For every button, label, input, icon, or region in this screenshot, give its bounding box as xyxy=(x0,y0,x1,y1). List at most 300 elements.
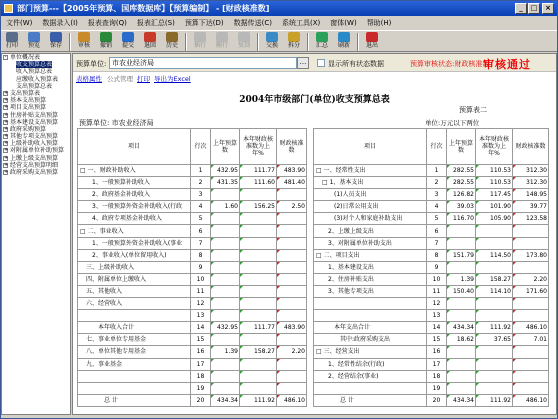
item-cell: 4、政府专项基金补助收入 xyxy=(78,213,191,225)
table-row xyxy=(314,213,549,225)
tree-item[interactable] xyxy=(2,104,70,111)
approved-cell[interactable]: 148.95 xyxy=(513,189,549,201)
approved-cell[interactable] xyxy=(277,370,307,382)
tree-item-label: 项目支出预算 xyxy=(10,104,47,112)
fiscal-ratio-cell[interactable] xyxy=(240,310,277,322)
printer-icon xyxy=(6,32,18,42)
approved-cell[interactable] xyxy=(513,382,549,394)
fiscal-ratio-cell[interactable] xyxy=(476,346,513,358)
menu-item[interactable]: 报表汇总(S) xyxy=(136,19,175,27)
approved-cell[interactable] xyxy=(277,310,307,322)
prev-budget-cell[interactable] xyxy=(211,370,240,382)
fiscal-ratio-cell[interactable]: 111.77 xyxy=(240,165,277,177)
fiscal-ratio-cell[interactable]: 37.65 xyxy=(476,334,513,346)
col-fiscal-ratio: 本年财政核准数为上年% xyxy=(476,129,513,165)
tree-item[interactable] xyxy=(2,68,70,75)
approved-cell[interactable] xyxy=(277,213,307,225)
undo-icon xyxy=(100,32,112,42)
approved-cell[interactable] xyxy=(277,334,307,346)
row-number-cell: 5 xyxy=(191,213,211,225)
approved-cell[interactable]: 39.77 xyxy=(513,201,549,213)
tree-item-label: 政府采购预算 xyxy=(10,125,47,133)
delete-row-icon xyxy=(216,32,228,42)
tree-item-label: 上缴上级支出预算 xyxy=(10,154,59,162)
tree-item[interactable] xyxy=(2,119,70,126)
table-row xyxy=(78,358,307,370)
prev-budget-cell[interactable] xyxy=(447,382,476,394)
tree-item[interactable] xyxy=(2,112,70,119)
item-cell xyxy=(78,370,191,382)
return-icon xyxy=(144,32,156,42)
prev-budget-cell[interactable]: 18.62 xyxy=(447,334,476,346)
toolbar-label: 复制 xyxy=(237,42,250,49)
fiscal-ratio-cell[interactable] xyxy=(240,358,277,370)
approved-cell[interactable] xyxy=(277,382,307,394)
table-row xyxy=(314,273,549,285)
table-row xyxy=(314,225,549,237)
fiscal-ratio-cell[interactable] xyxy=(240,225,277,237)
item-cell: 八、单位其他专用基金 xyxy=(78,346,191,358)
save-button[interactable] xyxy=(45,32,67,52)
show-all-label[interactable]: 显示所有状态数据 xyxy=(328,60,384,68)
table-row xyxy=(314,189,549,201)
expense-table xyxy=(313,128,549,407)
minimize-button[interactable]: _ xyxy=(515,3,527,14)
prev-budget-cell[interactable] xyxy=(447,225,476,237)
toolbar-separator xyxy=(185,33,187,51)
income-table xyxy=(77,128,307,407)
tree-item[interactable] xyxy=(2,126,70,133)
approved-cell[interactable] xyxy=(277,189,307,201)
fiscal-ratio-cell[interactable] xyxy=(240,249,277,261)
item-cell: □ 二、事业收入 xyxy=(78,225,191,237)
fiscal-ratio-cell[interactable] xyxy=(476,298,513,310)
fiscal-ratio-cell[interactable]: 158.27 xyxy=(240,346,277,358)
menu-item[interactable]: 窗体(W) xyxy=(330,19,357,27)
menu-item[interactable]: 帮助(H) xyxy=(366,19,392,27)
row-number-cell: 18 xyxy=(427,370,447,382)
fiscal-ratio-cell[interactable] xyxy=(240,189,277,201)
tree-item-label: 基本建设支出预算 xyxy=(10,118,59,126)
approved-cell[interactable] xyxy=(513,298,549,310)
table-row xyxy=(78,382,307,394)
submit-icon xyxy=(122,32,134,42)
unit-browse-button[interactable]: ... xyxy=(297,57,309,69)
table-row xyxy=(314,177,549,189)
item-cell: □ 三、经营支出 xyxy=(314,346,427,358)
prev-budget-cell[interactable] xyxy=(447,358,476,370)
fiscal-ratio-cell[interactable]: 111.92 xyxy=(476,394,513,406)
item-cell: 四、附属单位上缴收入 xyxy=(78,273,191,285)
table-row xyxy=(314,237,549,249)
fiscal-ratio-cell[interactable] xyxy=(240,285,277,297)
toolbar-label: 预览 xyxy=(27,42,40,49)
menu-item[interactable]: 数据录入(I) xyxy=(42,19,78,27)
approved-cell[interactable] xyxy=(513,261,549,273)
toolbar-label: 删行 xyxy=(215,42,228,49)
fiscal-ratio-cell[interactable]: 101.90 xyxy=(476,201,513,213)
approved-cell[interactable] xyxy=(277,358,307,370)
refresh-icon xyxy=(338,32,350,42)
table-row xyxy=(78,177,307,189)
tree-item-label: 支出预算表 xyxy=(10,89,41,97)
item-cell: 2、政府基金补助收入 xyxy=(78,189,191,201)
table-row xyxy=(314,358,549,370)
prev-budget-cell[interactable] xyxy=(211,285,240,297)
filter-bar xyxy=(73,54,556,72)
toolbar-separator xyxy=(307,33,309,51)
toolbar-label: 打印 xyxy=(5,42,18,49)
prev-budget-cell[interactable]: 1.60 xyxy=(211,201,240,213)
row-number-cell: 15 xyxy=(191,334,211,346)
fiscal-ratio-cell[interactable] xyxy=(240,237,277,249)
delete-row-button[interactable] xyxy=(211,32,233,52)
row-number-cell: 2 xyxy=(191,177,211,189)
submit-button[interactable] xyxy=(117,32,139,52)
fiscal-ratio-cell[interactable]: 111.92 xyxy=(240,394,277,406)
prev-budget-cell[interactable]: 434.34 xyxy=(447,322,476,334)
tree-item-label: 收入预算总表 xyxy=(16,68,53,76)
audit-button[interactable] xyxy=(73,32,95,52)
unit-label: 预算单位: xyxy=(76,60,107,68)
expand-icon[interactable]: + xyxy=(4,104,9,111)
row-number-cell: 6 xyxy=(191,225,211,237)
table-number: 预算表二 xyxy=(459,106,487,114)
fiscal-ratio-cell[interactable] xyxy=(240,273,277,285)
table-row xyxy=(314,285,549,297)
prev-budget-cell[interactable] xyxy=(447,310,476,322)
summary-button[interactable] xyxy=(311,32,333,52)
toolbar-label: 保存 xyxy=(49,42,62,49)
approved-cell[interactable] xyxy=(513,346,549,358)
item-cell: 九、事业基金 xyxy=(78,358,191,370)
formula-manage-link[interactable]: 公式管理 xyxy=(107,75,133,83)
fiscal-ratio-cell[interactable] xyxy=(476,261,513,273)
prev-budget-cell[interactable] xyxy=(211,298,240,310)
report-tree xyxy=(1,53,71,415)
prev-budget-cell[interactable] xyxy=(211,310,240,322)
prev-budget-cell[interactable]: 39.03 xyxy=(447,201,476,213)
expand-icon[interactable]: + xyxy=(4,97,9,104)
prev-budget-cell[interactable] xyxy=(211,225,240,237)
row-number-cell: 9 xyxy=(191,261,211,273)
approved-cell[interactable] xyxy=(513,237,549,249)
approved-cell[interactable]: 486.10 xyxy=(513,394,549,406)
fiscal-ratio-cell[interactable]: 111.92 xyxy=(476,322,513,334)
fiscal-ratio-cell[interactable] xyxy=(476,310,513,322)
menu-item[interactable]: 系统工具(X) xyxy=(282,19,321,27)
approved-cell[interactable] xyxy=(277,249,307,261)
approved-cell[interactable] xyxy=(277,225,307,237)
row-number-cell: 1 xyxy=(191,165,211,177)
toolbar xyxy=(1,30,557,52)
row-number-cell: 18 xyxy=(191,370,211,382)
collapse-icon[interactable]: - xyxy=(4,54,7,60)
prev-budget-cell[interactable]: 432.95 xyxy=(211,322,240,334)
prev-budget-cell[interactable]: 432.95 xyxy=(211,165,240,177)
table-row xyxy=(78,298,307,310)
toolbar-label: 拆分 xyxy=(287,42,300,49)
fiscal-ratio-cell[interactable] xyxy=(476,382,513,394)
toolbar-label: 插行 xyxy=(193,42,206,49)
history-button[interactable] xyxy=(161,32,183,52)
row-number-cell: 16 xyxy=(427,346,447,358)
prev-budget-cell[interactable]: 282.55 xyxy=(447,177,476,189)
title-bar[interactable] xyxy=(1,1,557,16)
prev-budget-cell[interactable]: 434.34 xyxy=(211,394,240,406)
expand-icon[interactable]: + xyxy=(4,111,9,118)
report-links xyxy=(73,73,556,83)
fiscal-ratio-cell[interactable]: 156.25 xyxy=(240,201,277,213)
tree-item[interactable] xyxy=(2,76,70,83)
row-number-cell: 7 xyxy=(191,237,211,249)
approved-cell[interactable]: 2.20 xyxy=(513,273,549,285)
approved-cell[interactable]: 171.60 xyxy=(513,285,549,297)
prev-budget-cell[interactable]: 1.39 xyxy=(211,346,240,358)
row-number-cell: 16 xyxy=(191,346,211,358)
fiscal-ratio-cell[interactable] xyxy=(476,237,513,249)
menu-item[interactable]: 文件(W) xyxy=(6,19,33,27)
toolbar-label: 撤销 xyxy=(99,42,112,49)
row-number-cell: 15 xyxy=(427,334,447,346)
prev-budget-cell[interactable] xyxy=(447,261,476,273)
prev-budget-cell[interactable]: 150.40 xyxy=(447,285,476,297)
item-cell xyxy=(314,310,427,322)
fiscal-ratio-cell[interactable]: 158.27 xyxy=(476,273,513,285)
row-number-cell: 7 xyxy=(427,237,447,249)
item-cell: 其中:政府采购支出 xyxy=(314,334,427,346)
expand-icon[interactable]: + xyxy=(4,140,9,147)
approved-cell[interactable]: 312.30 xyxy=(513,165,549,177)
undo-button[interactable] xyxy=(95,32,117,52)
approved-cell[interactable]: 7.01 xyxy=(513,334,549,346)
approved-cell[interactable]: 173.80 xyxy=(513,249,549,261)
row-number-cell: 13 xyxy=(191,310,211,322)
tree-item-label: 上级补助收入预算 xyxy=(10,140,59,148)
approved-cell[interactable] xyxy=(513,370,549,382)
expand-icon[interactable]: + xyxy=(4,89,9,96)
fiscal-ratio-cell[interactable]: 114.50 xyxy=(476,249,513,261)
item-cell: (3)对个人和家庭补助支出 xyxy=(314,213,427,225)
summary-icon xyxy=(316,32,328,42)
fiscal-ratio-cell[interactable] xyxy=(240,213,277,225)
copy-icon xyxy=(238,32,250,42)
table-row xyxy=(314,322,549,334)
tree-item-label: 其他专项支出预算 xyxy=(10,133,59,141)
row-number-cell: 4 xyxy=(191,201,211,213)
item-cell: 2、住房补贴支出 xyxy=(314,273,427,285)
approved-cell[interactable] xyxy=(513,225,549,237)
prev-budget-cell[interactable]: 431.35 xyxy=(211,177,240,189)
row-number-cell: 9 xyxy=(427,261,447,273)
fiscal-ratio-cell[interactable] xyxy=(240,382,277,394)
fiscal-ratio-cell[interactable]: 111.60 xyxy=(240,177,277,189)
fiscal-ratio-cell[interactable]: 110.53 xyxy=(476,165,513,177)
history-icon xyxy=(166,32,178,42)
item-cell: 总 计 xyxy=(314,394,427,406)
prev-budget-cell[interactable] xyxy=(447,298,476,310)
fiscal-ratio-cell[interactable] xyxy=(476,370,513,382)
fiscal-ratio-cell[interactable] xyxy=(240,370,277,382)
prev-budget-cell[interactable]: 151.79 xyxy=(447,249,476,261)
item-cell: 六、经营收入 xyxy=(78,298,191,310)
tree-item[interactable] xyxy=(2,155,70,162)
preview-icon xyxy=(28,32,40,42)
toolbar-label: 历史 xyxy=(165,42,178,49)
prev-budget-cell[interactable] xyxy=(211,249,240,261)
toolbar-label: 退回 xyxy=(143,42,156,49)
toolbar-separator xyxy=(257,33,259,51)
row-number-cell: 2 xyxy=(427,177,447,189)
row-number-cell: 11 xyxy=(191,285,211,297)
fiscal-ratio-cell[interactable] xyxy=(476,358,513,370)
approved-cell[interactable]: 2.50 xyxy=(277,201,307,213)
row-number-cell: 20 xyxy=(191,394,211,406)
col-row: 行次 xyxy=(427,129,447,165)
audit-status-text: 预算审核状态:财政核准数 xyxy=(410,60,490,68)
prev-budget-cell[interactable] xyxy=(211,213,240,225)
fiscal-ratio-cell[interactable]: 117.45 xyxy=(476,189,513,201)
fiscal-ratio-cell[interactable]: 114.10 xyxy=(476,285,513,297)
col-fiscal-ratio: 本年财政核准数为上年% xyxy=(240,129,277,165)
return-button[interactable] xyxy=(139,32,161,52)
maximize-button[interactable]: □ xyxy=(528,3,540,14)
prev-budget-cell[interactable] xyxy=(211,382,240,394)
row-number-cell: 13 xyxy=(427,310,447,322)
prev-budget-cell[interactable]: 282.55 xyxy=(447,165,476,177)
prev-budget-cell[interactable] xyxy=(211,358,240,370)
row-number-cell: 20 xyxy=(427,394,447,406)
item-cell: 1、一般预算外资金补助收入(事业 xyxy=(78,237,191,249)
item-cell: 1、经常性结余(行政) xyxy=(314,358,427,370)
fiscal-ratio-cell[interactable]: 111.77 xyxy=(240,322,277,334)
menu-item[interactable]: 数据传送(C) xyxy=(233,19,273,27)
table-row xyxy=(78,225,307,237)
col-approved: 财政核准数 xyxy=(513,129,549,165)
prev-budget-cell[interactable] xyxy=(447,370,476,382)
row-number-cell: 12 xyxy=(427,298,447,310)
copy-button[interactable] xyxy=(233,32,255,52)
preview-button[interactable] xyxy=(23,32,45,52)
fiscal-ratio-cell[interactable] xyxy=(240,334,277,346)
expand-icon[interactable]: + xyxy=(4,147,9,154)
menu-item[interactable]: 预算下达(D) xyxy=(184,19,224,27)
menu-item[interactable]: 报表查询(Q) xyxy=(87,19,127,27)
table-format-link[interactable]: 表格属性 xyxy=(76,75,102,83)
prev-budget-cell[interactable]: 126.82 xyxy=(447,189,476,201)
insert-row-button[interactable] xyxy=(189,32,211,52)
approved-cell[interactable]: 481.40 xyxy=(277,177,307,189)
approved-cell[interactable] xyxy=(277,298,307,310)
close-button[interactable]: × xyxy=(542,3,554,14)
approved-cell[interactable]: 486.10 xyxy=(277,394,307,406)
fiscal-ratio-cell[interactable]: 110.53 xyxy=(476,177,513,189)
tree-item[interactable] xyxy=(2,162,70,169)
row-number-cell: 10 xyxy=(427,273,447,285)
table-row xyxy=(78,346,307,358)
expand-icon[interactable]: + xyxy=(4,118,9,125)
insert-row-icon xyxy=(194,32,206,42)
approved-cell[interactable]: 483.90 xyxy=(277,322,307,334)
approved-stamp: 审核通过 xyxy=(483,58,531,71)
col-row: 行次 xyxy=(191,129,211,165)
fiscal-ratio-cell[interactable]: 105.90 xyxy=(476,213,513,225)
row-number-cell: 3 xyxy=(191,189,211,201)
approved-cell[interactable]: 486.10 xyxy=(513,322,549,334)
exit-button[interactable] xyxy=(361,32,383,52)
approved-cell[interactable]: 123.58 xyxy=(513,213,549,225)
split-icon xyxy=(288,32,300,42)
fiscal-ratio-cell[interactable] xyxy=(240,261,277,273)
expand-icon[interactable]: + xyxy=(4,161,9,168)
approved-cell[interactable] xyxy=(277,237,307,249)
refresh-button[interactable] xyxy=(333,32,355,52)
exit-icon xyxy=(366,32,378,42)
prev-budget-cell[interactable] xyxy=(211,261,240,273)
prev-budget-cell[interactable] xyxy=(211,189,240,201)
tree-item[interactable] xyxy=(2,169,70,176)
tree-item-label: 收支预算总表 xyxy=(16,61,53,69)
approved-cell[interactable] xyxy=(277,285,307,297)
fiscal-ratio-cell[interactable] xyxy=(240,298,277,310)
table-row xyxy=(78,189,307,201)
expand-icon[interactable]: + xyxy=(4,154,9,161)
approved-cell[interactable]: 2.20 xyxy=(277,346,307,358)
export-excel-link[interactable]: 导出为Excel xyxy=(154,75,191,83)
table-row xyxy=(78,249,307,261)
print-link[interactable]: 打印 xyxy=(137,75,150,83)
row-number-cell: 10 xyxy=(191,273,211,285)
item-cell: 3、对附属单位补助支出 xyxy=(314,237,427,249)
unit-input[interactable] xyxy=(109,57,297,69)
approved-cell[interactable]: 483.90 xyxy=(277,165,307,177)
item-cell: 2、上缴上级支出 xyxy=(314,225,427,237)
exchange-button[interactable] xyxy=(261,32,283,52)
tree-item[interactable] xyxy=(2,83,70,90)
row-number-cell: 4 xyxy=(427,201,447,213)
tree-item[interactable] xyxy=(2,147,70,154)
printer-button[interactable] xyxy=(1,32,23,52)
prev-budget-cell[interactable]: 116.70 xyxy=(447,213,476,225)
table-row xyxy=(78,213,307,225)
table-row xyxy=(78,334,307,346)
expand-icon[interactable]: + xyxy=(4,125,9,132)
prev-budget-cell[interactable] xyxy=(211,273,240,285)
approved-cell[interactable] xyxy=(277,261,307,273)
approved-cell[interactable] xyxy=(277,273,307,285)
toolbar-label: 刷新 xyxy=(337,42,350,49)
prev-budget-cell[interactable]: 434.34 xyxy=(447,394,476,406)
prev-budget-cell[interactable] xyxy=(211,334,240,346)
table-row xyxy=(78,165,307,177)
col-prev-budget: 上年预算数 xyxy=(211,129,240,165)
fiscal-ratio-cell[interactable] xyxy=(476,225,513,237)
item-cell: 3、一般预算外资金补助收入(行政 xyxy=(78,201,191,213)
approved-cell[interactable]: 312.30 xyxy=(513,177,549,189)
prev-budget-cell[interactable] xyxy=(211,237,240,249)
approved-cell[interactable] xyxy=(513,358,549,370)
prev-budget-cell[interactable]: 1.39 xyxy=(447,273,476,285)
split-button[interactable] xyxy=(283,32,305,52)
expand-icon[interactable]: + xyxy=(4,133,9,140)
prev-budget-cell[interactable] xyxy=(447,346,476,358)
expand-icon[interactable]: + xyxy=(4,169,9,175)
prev-budget-cell[interactable] xyxy=(447,237,476,249)
show-all-checkbox[interactable] xyxy=(317,59,325,67)
toolbar-label: 退出 xyxy=(365,42,378,49)
approved-cell[interactable] xyxy=(513,310,549,322)
audit-icon xyxy=(78,32,90,42)
